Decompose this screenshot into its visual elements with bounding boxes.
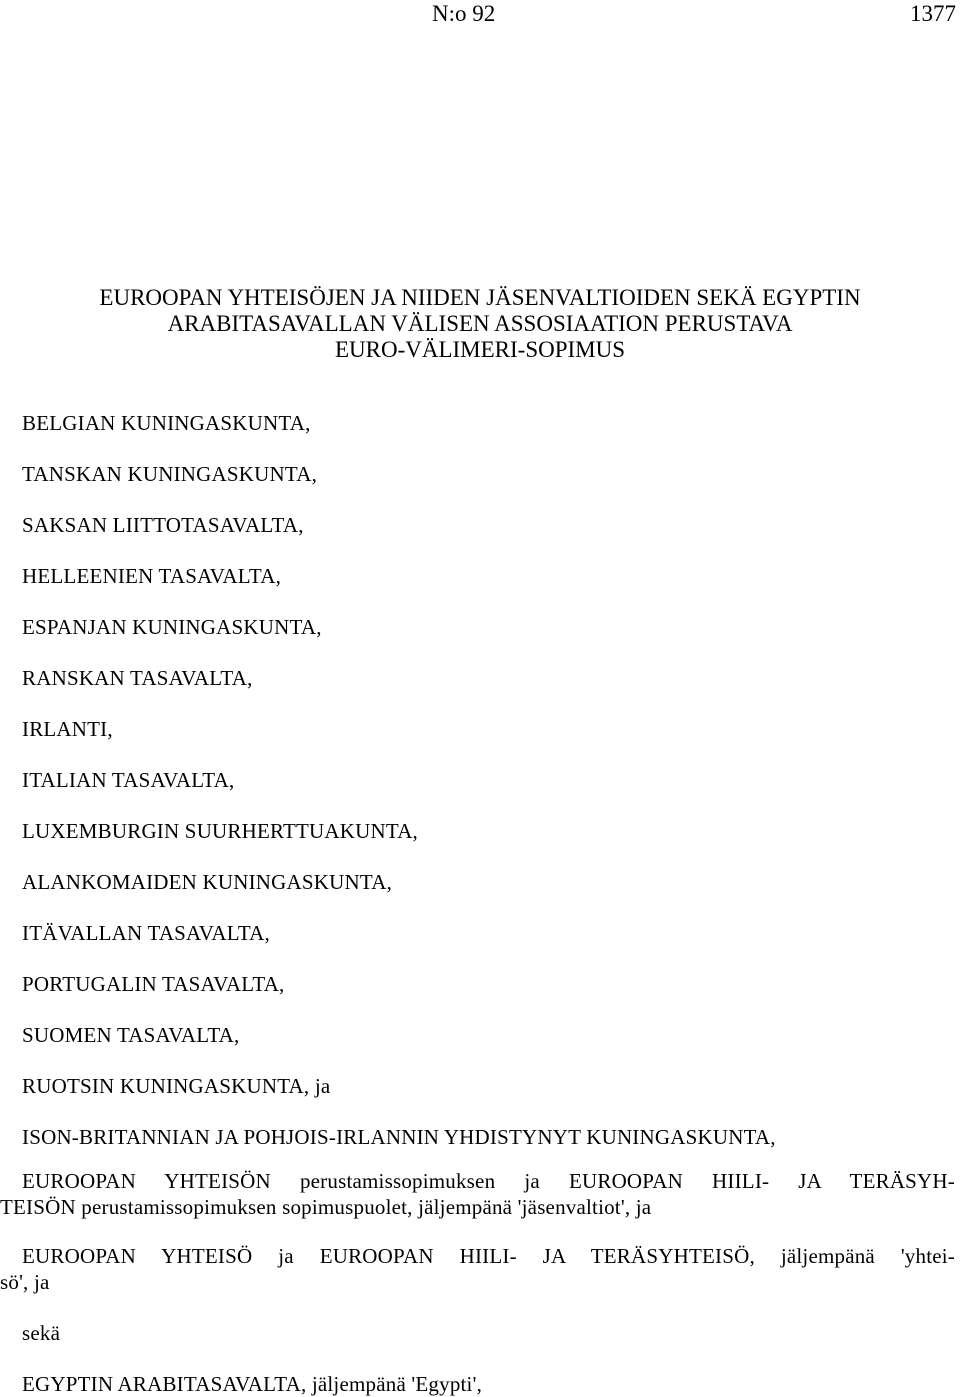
party-item: SAKSAN LIITTOTASAVALTA,: [22, 513, 304, 537]
title-line-2: ARABITASAVALLAN VÄLISEN ASSOSIAATION PERUSTAVA: [167, 311, 793, 336]
paragraph-line: sö', ja: [0, 1270, 50, 1294]
party-item: BELGIAN KUNINGASKUNTA,: [22, 411, 311, 435]
contracting-parties-list: [22, 410, 952, 1175]
paragraph-member-states: [0, 1168, 955, 1220]
issue-number: N:o 92: [432, 1, 496, 26]
document-title: [0, 285, 960, 363]
page-number: 1377: [910, 1, 956, 26]
party-item: IRLANTI,: [22, 717, 113, 741]
paragraph-line: EUROOPAN YHTEISÖ ja EUROOPAN HIILI- JA TERÄSYHTEISÖ, jäljempänä 'yhtei-: [22, 1244, 955, 1268]
party-item: RANSKAN TASAVALTA,: [22, 666, 253, 690]
party-item: ITALIAN TASAVALTA,: [22, 768, 235, 792]
party-item: SUOMEN TASAVALTA,: [22, 1023, 240, 1047]
party-item: RUOTSIN KUNINGASKUNTA, ja: [22, 1074, 331, 1098]
title-line-3: EURO-VÄLIMERI-SOPIMUS: [334, 337, 626, 362]
paragraph-line: TEISÖN perustamissopimuksen sopimuspuolet, jäljempänä 'jäsenvaltiot', ja: [0, 1195, 652, 1219]
paragraph-line: EUROOPAN YHTEISÖN perustamissopimuksen ja EUROOPAN HIILI- JA TERÄSYH-: [22, 1169, 955, 1193]
paragraph-community: [0, 1243, 955, 1295]
paragraph-conjunction: sekä: [22, 1321, 61, 1345]
paragraph-egypt: EGYPTIN ARABITASAVALTA, jäljempänä 'Egypti',: [22, 1372, 483, 1396]
party-item: TANSKAN KUNINGASKUNTA,: [22, 462, 318, 486]
title-line-1: EUROOPAN YHTEISÖJEN JA NIIDEN JÄSENVALTIOIDEN SEKÄ EGYPTIN: [99, 285, 861, 310]
party-item: HELLEENIEN TASAVALTA,: [22, 564, 282, 588]
party-item: ALANKOMAIDEN KUNINGASKUNTA,: [22, 870, 393, 894]
party-item: ISON-BRITANNIAN JA POHJOIS-IRLANNIN YHDISTYNYT KUNINGASKUNTA,: [22, 1125, 776, 1149]
party-item: ITÄVALLAN TASAVALTA,: [22, 921, 271, 945]
party-item: LUXEMBURGIN SUURHERTTUAKUNTA,: [22, 819, 419, 843]
party-item: PORTUGALIN TASAVALTA,: [22, 972, 285, 996]
party-item: ESPANJAN KUNINGASKUNTA,: [22, 615, 322, 639]
